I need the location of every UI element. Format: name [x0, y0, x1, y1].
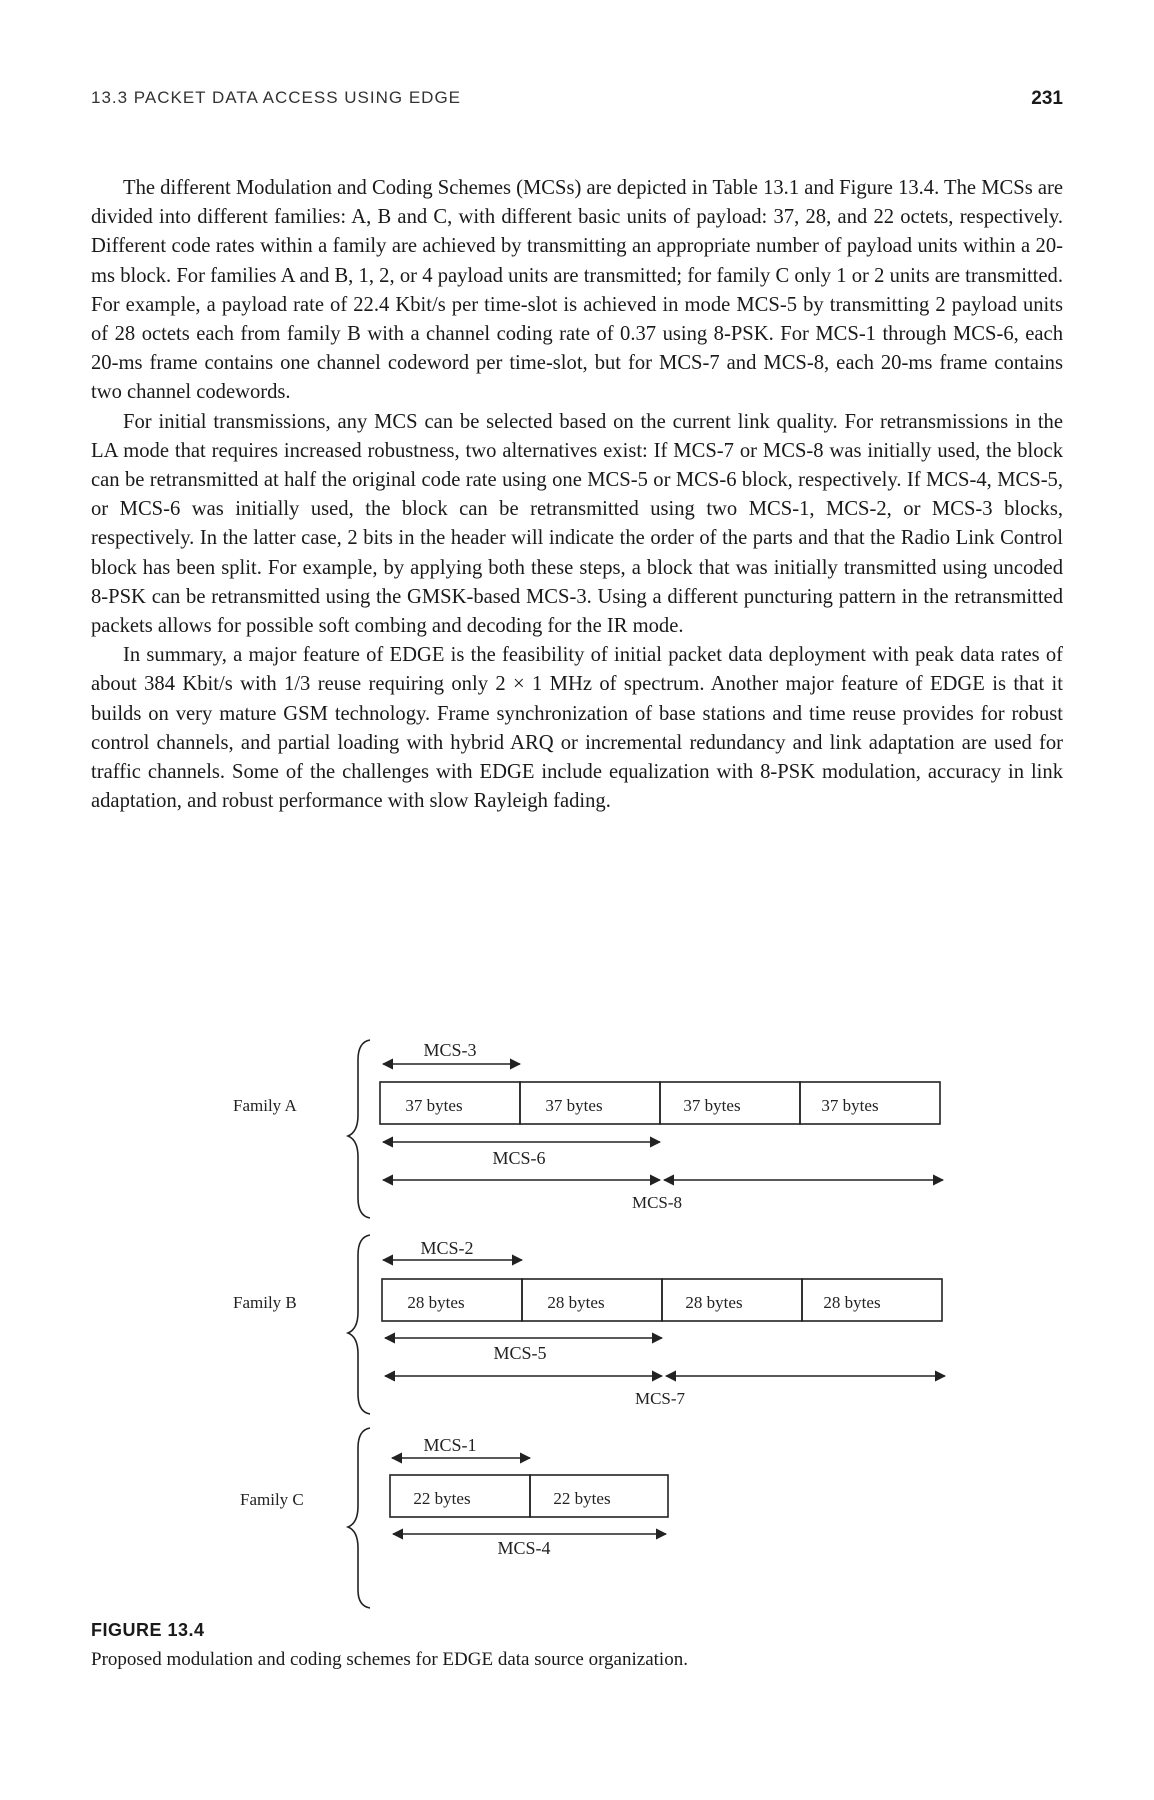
- family-a-cell-3-label: 37 bytes: [683, 1096, 741, 1115]
- family-c-cell-1-label: 22 bytes: [413, 1489, 471, 1508]
- family-a-cell-4-label: 37 bytes: [821, 1096, 879, 1115]
- figure-13-4: [0, 1030, 1154, 1610]
- family-c-mcs1-label: MCS-1: [423, 1435, 477, 1455]
- family-b-mcs7-label: MCS-7: [634, 1389, 686, 1408]
- family-c-mcs4-label: MCS-4: [497, 1538, 551, 1558]
- family-b-cell-4-label: 28 bytes: [823, 1293, 881, 1312]
- running-head: 13.3 PACKET DATA ACCESS USING EDGE: [91, 88, 462, 107]
- family-b-cell-2-label: 28 bytes: [547, 1293, 605, 1312]
- family-b-mcs2-label: MCS-2: [420, 1238, 474, 1258]
- caption-text: Proposed modulation and coding schemes for EDGE data source organization.: [91, 1649, 688, 1670]
- family-b-cell-1-label: 28 bytes: [407, 1293, 465, 1312]
- family-c-label: Family C: [240, 1490, 304, 1509]
- figure-caption: [91, 1620, 1063, 1671]
- paragraph-2: For initial transmissions, any MCS can be selected based on the current link quality. For retransmissions in the LA mode that requires increased robustness, two alternatives exist: If MCS-7 or MCS-8 was initially used, the block can be retransmitted at half the original code rate using one MCS-5 or MCS-6 block, respectively. If MCS-4, MCS-5, or MCS-6 was initially used, the block can be retransmitted using two MCS-1, MCS-2, or MCS-3 blocks, respectively. In the latter case, 2 bits in the header will indicate the order of the parts and that the Radio Link Control block has been split. For example, by applying both these steps, a block that was initially transmitted using uncoded 8-PSK can be retransmitted using the GMSK-based MCS-3. Using a different puncturing pattern in the retransmitted packets allows for possible soft combing and decoding for the IR mode.: [91, 410, 1063, 638]
- family-a-mcs8-label: MCS-8: [631, 1193, 683, 1212]
- page-number: 231: [1031, 88, 1063, 109]
- mcs-diagram: [0, 1030, 1154, 1610]
- family-b-cell-3-label: 28 bytes: [685, 1293, 743, 1312]
- family-a-cell-2-label: 37 bytes: [545, 1096, 603, 1115]
- page-header: [91, 88, 1063, 118]
- family-b-mcs5-label: MCS-5: [493, 1343, 547, 1363]
- family-b-label: Family B: [233, 1293, 297, 1312]
- family-a-cell-1-label: 37 bytes: [405, 1096, 463, 1115]
- family-a-mcs3-label: MCS-3: [423, 1040, 477, 1060]
- family-a-mcs6-label: MCS-6: [492, 1148, 546, 1168]
- body-text: [91, 174, 1063, 816]
- caption-label: FIGURE 13.4: [91, 1620, 205, 1640]
- family-c-brace: [348, 1428, 370, 1608]
- paragraph-3: In summary, a major feature of EDGE is the feasibility of initial packet data deployment with peak data rates of about 384 Kbit/s with 1/3 reuse requiring only 2 × 1 MHz of spectrum. Another major feature of EDGE is that it builds on very mature GSM technology. Frame synchronization of base stations and time reuse provides for robust control channels, and partial loading with hybrid ARQ or incremental redundancy and link adaptation are used for traffic channels. Some of the challenges with EDGE include equalization with 8-PSK modulation, accuracy in link adaptation, and robust performance with slow Rayleigh fading.: [91, 644, 1063, 813]
- family-b-brace: [348, 1235, 370, 1414]
- family-c-cell-2-label: 22 bytes: [553, 1489, 611, 1508]
- paragraph-1: The different Modulation and Coding Schemes (MCSs) are depicted in Table 13.1 and Figure 13.4. The MCSs are divided into different families: A, B and C, with different basic units of payload: 37, 28, and 22 octets, respectively. Different code rates within a family are achieved by transmitting an appropriate number of payload units within a 20-ms block. For families A and B, 1, 2, or 4 payload units are transmitted; for family C only 1 or 2 units are transmitted. For example, a payload rate of 22.4 Kbit/s per time-slot is achieved in mode MCS-5 by transmitting 2 payload units of 28 octets each from family B with a channel coding rate of 0.37 using 8-PSK. For MCS-1 through MCS-6, each 20-ms frame contains one channel codeword per time-slot, but for MCS-7 and MCS-8, each 20-ms frame contains two channel codewords.: [91, 177, 1063, 404]
- family-a-label: Family A: [233, 1096, 297, 1115]
- family-a-brace: [348, 1040, 370, 1218]
